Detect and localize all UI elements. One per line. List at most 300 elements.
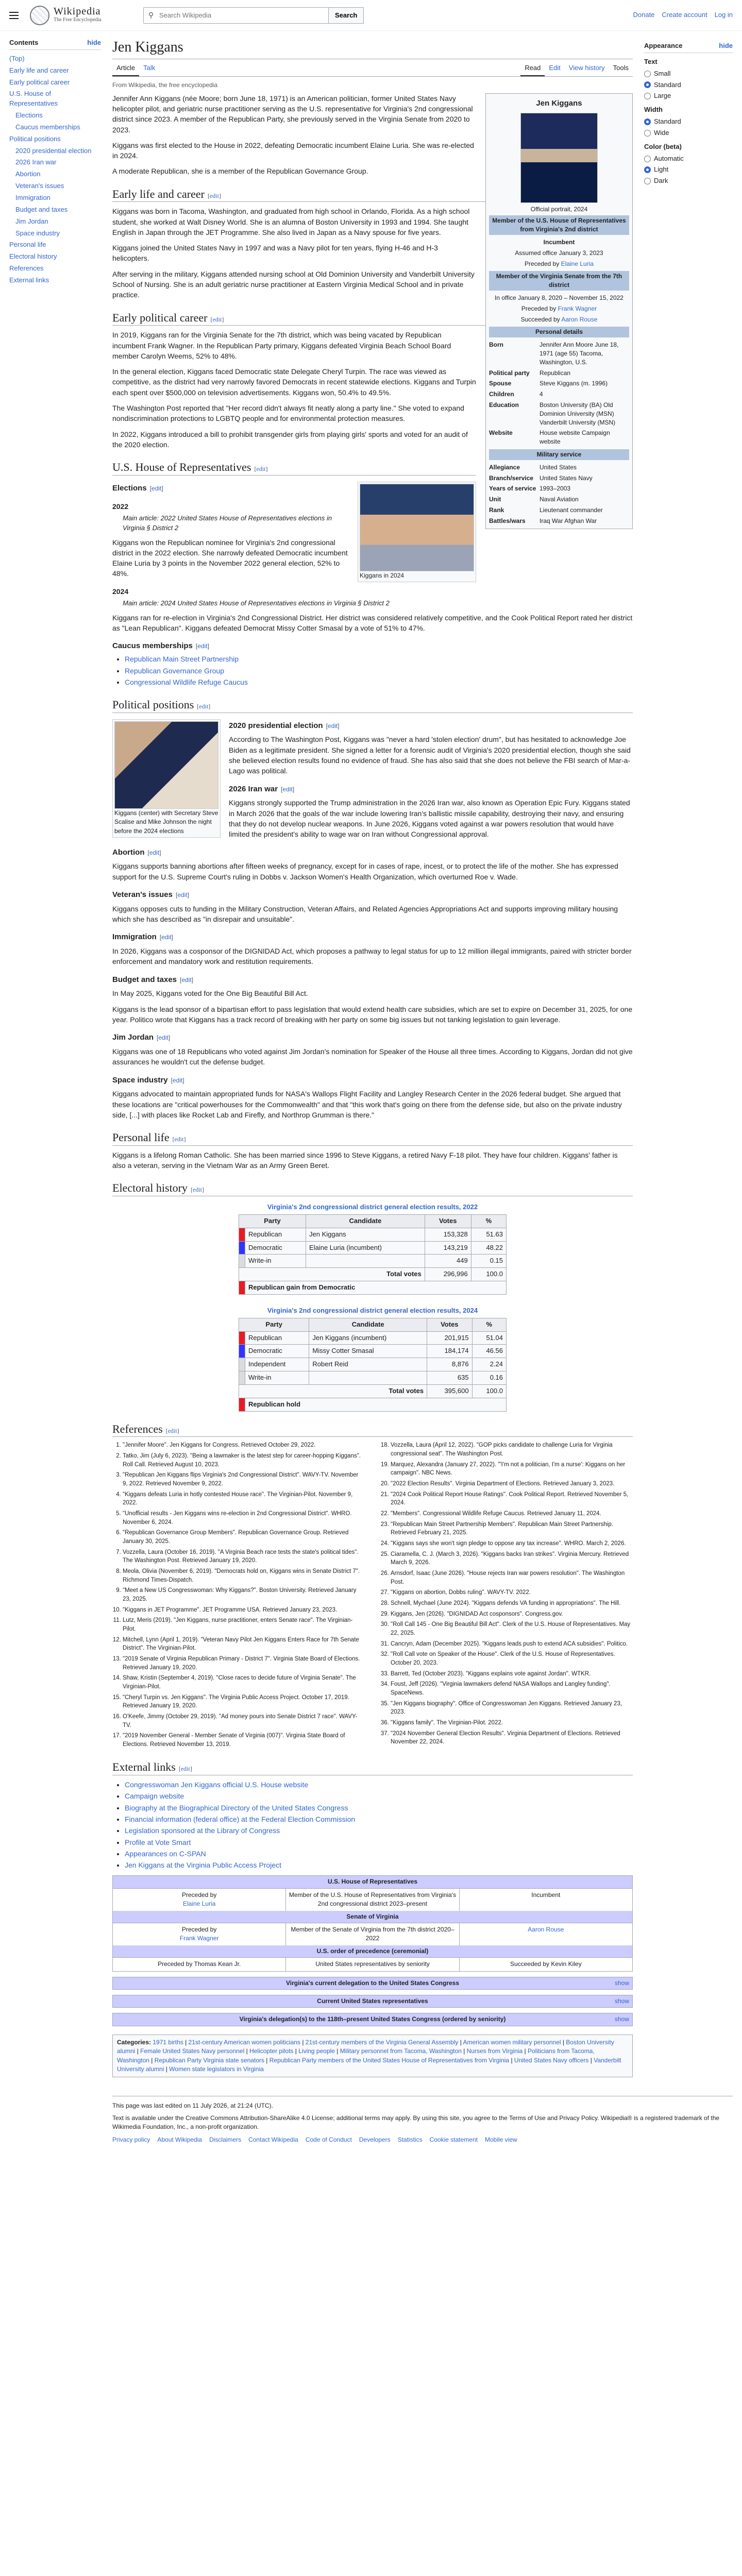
radio-icon[interactable] — [644, 166, 651, 173]
predecessor-link[interactable]: Elaine Luria — [561, 260, 594, 267]
navbox-delegations — [112, 2013, 633, 2026]
votes-cell: 184,174 — [427, 1345, 473, 1358]
option-label: Light — [654, 165, 669, 174]
predecessor2-link[interactable]: Frank Wagner — [179, 1935, 219, 1942]
infobox-row-value: 1993–2003 — [539, 485, 571, 493]
navbox-current-reps — [112, 1995, 633, 2008]
party-cell[interactable]: Write-in — [245, 1255, 306, 1268]
navbox-show-button[interactable]: show — [614, 1979, 629, 1987]
footer-link[interactable]: Disclaimers — [209, 2136, 242, 2144]
toc-item[interactable]: Personal life — [9, 241, 46, 249]
kiggans-2024-photo[interactable] — [360, 484, 474, 571]
category-link[interactable]: Nurses from Virginia — [466, 2047, 523, 2055]
appearance-option[interactable] — [644, 154, 733, 164]
table-of-contents — [9, 31, 101, 2086]
radio-icon[interactable] — [644, 118, 651, 125]
navbox-title: Virginia's current delegation to the United States Congress — [285, 1979, 460, 1987]
radio-icon[interactable] — [644, 93, 651, 99]
col-party: Party — [239, 1318, 309, 1331]
toc-item[interactable]: Immigration — [15, 193, 50, 201]
footer-link[interactable]: Developers — [359, 2136, 391, 2144]
lead-p2: Kiggans was first elected to the House in 2022, defeating Democratic incumbent Elaine Luria. She was re-elected in 2024. — [112, 141, 474, 160]
search-icon: ⚲ — [148, 11, 154, 20]
votes-cell: 143,219 — [425, 1241, 471, 1255]
incumbent-label: Incumbent — [531, 1891, 561, 1899]
page-tabs — [112, 61, 633, 77]
assumed-office: Assumed office January 3, 2023 — [515, 249, 603, 257]
main-menu-icon[interactable] — [9, 9, 23, 22]
color-label: Color (beta) — [644, 142, 682, 150]
appearance-option[interactable] — [644, 165, 733, 175]
table-row — [239, 1371, 507, 1385]
toc-item[interactable]: Electoral history — [9, 252, 57, 261]
edit-link[interactable]: edit — [172, 1076, 183, 1084]
party-cell[interactable]: Write-in — [245, 1371, 309, 1385]
edit-link[interactable]: edit — [158, 1034, 168, 1042]
footer-link[interactable]: Privacy policy — [112, 2136, 150, 2144]
lead-p1: Jennifer Ann Kiggans (née Moore; born June 18, 1971) is an American politician, former United States Navy helicopter pilot, and geriatric nurse practitioner serving as the U.S. representative for Virginia's 2nd congressional district since 2023. A member of the Republican Party, she previously served in the Virginia Senate from 2020 to 2023. — [112, 94, 473, 134]
heading-2020-election: 2020 presidential election [edit] — [229, 721, 340, 730]
edit-link[interactable]: edit — [167, 1427, 177, 1434]
edit-link[interactable]: edit — [174, 1136, 184, 1143]
p-space: Kiggans advocated to maintain appropriated funds for NASA's Wallops Flight Facility and Langley Research Center in the 2026 federal budget. She argued that these locations are "critical powerhouses for the Commonwealth" and that "this work that's going on there from the defense side, but also on the private industry side, [...] with places like Rocket Lab and Firefly, and Northrop Grumman is there." — [112, 1090, 622, 1119]
reference-item: 26. Arnsdorf, Isaac (June 2026). "House rejects Iran war powers resolution". The Washington Post. — [391, 1569, 633, 1586]
toc-item[interactable]: References — [9, 264, 44, 273]
appearance-option[interactable] — [644, 117, 733, 127]
appearance-option[interactable] — [644, 80, 733, 90]
heading-references: References [edit] — [112, 1422, 633, 1437]
option-label: Dark — [654, 177, 668, 185]
infobox-row-label: Political party — [489, 369, 530, 377]
party-color-swatch — [239, 1255, 245, 1268]
candidate-cell[interactable]: Missy Cotter Smasal — [309, 1345, 427, 1358]
office-header: Member of the U.S. House of Representatives from Virginia's 2nd district — [489, 215, 629, 235]
donate-link[interactable]: Donate — [633, 11, 655, 19]
p-immigration: In 2026, Kiggans was a cosponsor of the DIGNIDAD Act, which proposes a pathway to legal status for up to 12 million illegal immigrants, paired with stricter border enforcement and mandatory work and restitution requirements. — [112, 947, 632, 966]
office2-header: Member of the Virginia Senate from the 7th district — [489, 271, 629, 291]
infobox-row — [489, 378, 629, 389]
radio-icon[interactable] — [644, 81, 651, 88]
preceded2-label: Preceded by — [521, 304, 556, 312]
tab-tools[interactable]: Tools — [613, 64, 629, 72]
incumbent-label: Incumbent — [543, 239, 575, 246]
last-edited: This page was last edited on 11 July 2026, at 21:24 (UTC). — [112, 2102, 273, 2110]
p-budget-2: Kiggans is the lead sponsor of a bipartisan effort to pass legislation that would extend health care subsidies, which are set to expire on December 31, 2025, for one year. Politico wrote that Kiggans has a track record of breaking with her party on some big issues but not tanking legislation to gain leverage. — [112, 1005, 633, 1024]
infobox-row-value: United States — [539, 463, 577, 471]
login-link[interactable]: Log in — [714, 11, 733, 19]
col-pct: % — [472, 1318, 506, 1331]
search-input[interactable] — [143, 7, 329, 24]
heading-jim-jordan: Jim Jordan [edit] — [112, 1033, 171, 1042]
heading-2022: 2022 — [112, 502, 129, 511]
infobox-row — [489, 473, 629, 484]
term2: In office January 8, 2020 – November 15, 2022 — [495, 294, 623, 301]
pct-cell: 2.24 — [472, 1358, 506, 1371]
categories-label: Categories: — [117, 2038, 151, 2046]
external-link[interactable]: Profile at Vote Smart — [125, 1838, 191, 1846]
epc-p2: In the general election, Kiggans faced Democratic state Delegate Cheryl Turpin. The race was viewed as competitive, as the district had very narrowly favored Democrats in recent statewide elections. Kiggans and Turpin each spent over $500,000 on television advertisements. Kiggans won, 50.4% to 49.5%. — [112, 367, 476, 397]
create-account-link[interactable]: Create account — [662, 11, 707, 19]
caucus-list — [125, 654, 633, 687]
external-link-item — [125, 1849, 633, 1859]
external-links-list — [125, 1780, 633, 1870]
reference-item: 15. "Cheryl Turpin vs. Jen Kiggans". The Virginia Public Access Project. October 17, 2019. Retrieved January 19, 2020. — [123, 1693, 365, 1710]
page-footer — [112, 2096, 733, 2160]
edit-link[interactable]: edit — [161, 934, 172, 941]
edit-link[interactable]: edit — [282, 785, 293, 793]
external-link-item — [125, 1860, 633, 1870]
infobox-row-label: Spouse — [489, 380, 512, 387]
category-link[interactable]: Republican Party Virginia state senators — [154, 2056, 264, 2064]
reference-item: 13. "2019 Senate of Virginia Republican Primary - District 7". Virginia State Board of Elections. Retrieved January 19, 2020. — [123, 1655, 365, 1672]
reference-item: 9. "Meet a New US Congresswoman: Why Kiggans?". Boston University. Retrieved January 23, 2025. — [123, 1586, 365, 1603]
toc-item[interactable]: Elections — [15, 111, 43, 120]
preceded-label: Preceded by — [524, 260, 560, 267]
infobox-row — [489, 505, 629, 516]
navbox-show-button[interactable]: show — [614, 2015, 629, 2023]
tab-edit[interactable]: Edit — [549, 64, 561, 72]
edit-link[interactable]: edit — [256, 465, 266, 473]
table-row — [239, 1358, 507, 1371]
reference-item: 32. "Roll Call vote on Speaker of the House". Clerk of the U.S. House of Representatives. October 20, 2023. — [391, 1650, 633, 1667]
option-label: Standard — [654, 117, 681, 126]
p-veterans: Kiggans opposes cuts to funding in the Military Construction, Veteran Affairs, and Related Agencies Appropriations Act and supports improving military housing which she has described as "in disrepair and unsuitable". — [112, 904, 618, 923]
toc-item[interactable]: Veteran's issues — [15, 182, 64, 190]
candidate-cell[interactable]: Jen Kiggans — [306, 1228, 425, 1241]
heading-immigration: Immigration [edit] — [112, 933, 173, 942]
candidate-cell[interactable] — [306, 1255, 425, 1268]
toc-item[interactable]: Early political career — [9, 78, 70, 86]
candidate-cell[interactable]: Elaine Luria (incumbent) — [306, 1241, 425, 1255]
reference-item: 16. O'Keefe, Jimmy (October 29, 2019). "Ad money pours into Senate District 7 race". WAVY-TV. — [123, 1713, 365, 1730]
category-link[interactable]: American women military personnel — [463, 2038, 561, 2046]
appearance-option[interactable] — [644, 91, 733, 101]
infobox-row-label: Website — [489, 429, 513, 437]
toc-item[interactable]: (Top) — [9, 54, 25, 62]
reference-item: 7. Vozzella, Laura (October 16, 2019). "A Virginia Beach race tests the state's political tides". The Washington Post. Retrieved January 19, 2020. — [123, 1548, 365, 1565]
party-color-swatch — [239, 1371, 245, 1385]
reference-item: 19. Marquez, Alexandra (January 27, 2022). "'I'm not a politician, I'm a nurse': Kiggans on her campaign". NBC News. — [391, 1461, 633, 1478]
caucus-item[interactable]: Republican Governance Group — [125, 666, 225, 675]
epc-p1: In 2019, Kiggans ran for the Virginia Senate for the 7th district, which was being vacated by Republican incumbent Frank Wagner. In the Republican Party primary, Kiggans defeated Virginia Beach School Board member Carolyn Weems, 52% to 48%. — [112, 331, 451, 360]
edit-link[interactable]: edit — [180, 1765, 190, 1773]
successor2-link[interactable]: Aaron Rouse — [528, 1925, 564, 1933]
precedence-preceded[interactable]: Preceded by Thomas Kean Jr. — [113, 1958, 286, 1971]
p-2024: Kiggans ran for re-election in Virginia's 2nd Congressional District. Her district was considered relatively competitive, and the Cook Political Report rated her district as "Lean Republican". Kiggans defeated Democrat Missy Cotter Smasal by a vote of 51% to 47%. — [112, 613, 633, 633]
gain-row — [239, 1398, 507, 1411]
category-link[interactable]: Women state legislators in Virginia — [169, 2065, 264, 2073]
col-pct: % — [471, 1214, 506, 1228]
tab-history[interactable]: View history — [568, 64, 605, 72]
lead-p3: A moderate Republican, she is a member of the Republican Governance Group. — [112, 167, 368, 176]
heading-house: U.S. House of Representatives [edit] — [112, 460, 476, 476]
infobox-row — [489, 389, 629, 400]
toc-item[interactable]: Early life and career — [9, 66, 69, 74]
total-row — [239, 1385, 507, 1398]
infobox-row-value: Republican — [539, 369, 571, 377]
edit-link[interactable]: edit — [193, 1186, 203, 1194]
appearance-option[interactable] — [644, 69, 733, 79]
edit-link[interactable]: edit — [197, 642, 208, 650]
results-table-2024 — [239, 1304, 507, 1412]
reference-item: 6. "Republican Governance Group Members". Republican Governance Group. Retrieved January 30, 2025. — [123, 1529, 365, 1546]
category-link[interactable]: Republican Party members of the United States House of Representatives from Virginia — [269, 2056, 510, 2064]
candidate-cell[interactable] — [309, 1371, 427, 1385]
heading-political-positions: Political positions [edit] — [112, 698, 633, 713]
page-title: Jen Kiggans — [112, 38, 633, 59]
tagline: The Free Encyclopedia — [54, 17, 102, 23]
party-color-swatch — [239, 1398, 245, 1411]
infobox-row — [489, 400, 629, 428]
reference-item: 28. Schnell, Mychael (June 2024). "Kiggans defends VA funding in appropriations". The Hill. — [391, 1599, 633, 1608]
tab-read[interactable]: Read — [520, 61, 545, 76]
category-link[interactable]: Military personnel from Tacoma, Washington — [340, 2047, 462, 2055]
radio-icon[interactable] — [644, 130, 651, 137]
toc-item[interactable]: U.S. House of Representatives — [9, 90, 58, 108]
tab-article[interactable]: Article — [112, 61, 139, 76]
predecessor2-link[interactable]: Frank Wagner — [558, 304, 597, 312]
toc-item[interactable]: Space industry — [15, 229, 60, 237]
party-color-swatch — [239, 1228, 245, 1241]
heading-2024: 2024 — [112, 587, 129, 596]
option-label: Standard — [654, 80, 681, 89]
heading-external-links: External links [edit] — [112, 1760, 633, 1775]
navbox-title: Virginia's delegation(s) to the 118th–present United States Congress (ordered by seniority) — [239, 2015, 506, 2023]
infobox — [485, 93, 633, 529]
search-button[interactable]: Search — [329, 7, 364, 24]
successor2-link[interactable]: Aaron Rouse — [561, 315, 598, 323]
infobox-row — [489, 516, 629, 527]
p-iran-war: Kiggans strongly supported the Trump administration in the 2026 Iran war, also known as Operation Epic Fury. Kiggans stated in March 2026 that the goals of the war include lowering Iran's ballistic missile capability, destroying their navy, and ensuring that they do not develop nuclear weapons. In June 2026, Kiggans voted against a war powers resolution that would have limited the president's ability to wage war on Iran without Congressional approval. — [229, 799, 630, 839]
reference-item: 21. "2024 Cook Political Report House Ratings". Cook Political Report. Retrieved November 5, 2024. — [391, 1490, 633, 1507]
infobox-row-label: Born — [489, 341, 503, 349]
edit-link[interactable]: edit — [149, 849, 160, 856]
infobox-row-label: Years of service — [489, 485, 536, 493]
precedence-succeeded[interactable]: Succeeded by Kevin Kiley — [510, 1960, 582, 1968]
category-link[interactable]: Vanderbilt University alumni — [117, 2056, 621, 2073]
external-link[interactable]: Campaign website — [125, 1792, 184, 1801]
reference-item: 30. "Roll Call 145 - One Big Beautiful Bill Act". Clerk of the U.S. House of Representatives. May 22, 2025. — [391, 1620, 633, 1637]
toc-item[interactable]: Budget and taxes — [15, 205, 68, 213]
votes-cell: 449 — [425, 1255, 471, 1268]
footer-link[interactable]: Cookie statement — [429, 2136, 478, 2144]
infobox-row-value: 4 — [539, 391, 543, 398]
col-votes: Votes — [427, 1318, 473, 1331]
external-link-item — [125, 1837, 633, 1848]
early-p1: Kiggans was born in Tacoma, Washington, and graduated from high school in Orlando, Florida. As a high school student, she worked at Walt Disney World. She is an alumna of Boston University in 1993 and 1994. She taught English in Japan through the JET Programme. She also lived in Japan as a Navy spouse for five years. — [112, 207, 470, 236]
party-color-swatch — [239, 1241, 245, 1255]
infobox-row — [489, 428, 629, 447]
succession-office: Member of the U.S. House of Representatives from Virginia's 2nd congressional district 2023–present — [286, 1889, 459, 1911]
reference-item: 35. "Jen Kiggans biography". Office of Congresswoman Jen Kiggans. Retrieved January 23, 2023. — [391, 1700, 633, 1717]
heading-electoral-history: Electoral history [edit] — [112, 1181, 633, 1196]
caucus-item[interactable]: Congressional Wildlife Refuge Caucus — [125, 677, 248, 686]
footer-link[interactable]: Contact Wikipedia — [248, 2136, 298, 2144]
infobox-row-label: Rank — [489, 506, 504, 514]
category-link[interactable]: 21st-century American women politicians — [188, 2038, 300, 2046]
infobox-row — [489, 368, 629, 379]
license-text: Text is available under the Creative Commons Attribution-ShareAlike 4.0 License; additional terms may apply. By using this site, you agree to the Terms of Use and Privacy Policy. Wikipedia® is a registered trademark of the Wikimedia Foundation, Inc., a non-profit organization. — [112, 2114, 720, 2131]
infobox-row-value: Lieutenant commander — [539, 506, 603, 514]
senate-office: Member of the Senate of Virginia from the 7th district 2020–2022 — [286, 1923, 459, 1945]
appearance-option[interactable] — [644, 128, 733, 138]
reference-item: 20. "2022 Election Results". Virginia Department of Elections. Retrieved January 3, 2023. — [391, 1480, 633, 1488]
categories-box: Categories: 1971 births | 21st-century American women politicians | 21st-century members of the Virginia General Assembly | American women military personnel | Boston University alumni | Female United States Navy personnel | Helicopter pilots | Living people | Military personnel from Tacoma, Washington | Nurses from Virginia | Politicians from Tacoma, Washington | Republican Party Virginia state senators | Republican Party members of the United States House of Representatives from Virginia | United States Navy officers | Vanderbilt University alumni | Women state legislators in Virginia — [112, 2035, 633, 2078]
external-link[interactable]: Jen Kiggans at the Virginia Public Access Project — [125, 1861, 282, 1870]
caucus-item[interactable]: Republican Main Street Partnership — [125, 655, 239, 664]
radio-icon[interactable] — [644, 71, 651, 77]
edit-link[interactable]: edit — [209, 192, 219, 199]
edit-link[interactable]: edit — [181, 976, 192, 984]
reference-item: 1. "Jennifer Moore". Jen Kiggans for Congress. Retrieved October 29, 2022. — [123, 1441, 365, 1450]
category-link[interactable]: 1971 births — [153, 2038, 183, 2046]
gain-row — [239, 1281, 507, 1295]
kiggans-johnson-photo[interactable] — [114, 721, 218, 809]
infobox-row-value: United States Navy — [539, 474, 593, 482]
col-votes: Votes — [425, 1214, 471, 1228]
category-link[interactable]: Female United States Navy personnel — [140, 2047, 245, 2055]
candidate-cell[interactable]: Jen Kiggans (incumbent) — [309, 1331, 427, 1345]
heading-abortion: Abortion [edit] — [112, 848, 161, 857]
category-link[interactable]: 21st-century members of the Virginia General Assembly — [305, 2038, 459, 2046]
external-link-item — [125, 1803, 633, 1813]
col-candidate: Candidate — [309, 1318, 427, 1331]
gain-text: Republican hold — [245, 1398, 507, 1411]
infobox-row — [489, 494, 629, 505]
edit-link[interactable]: edit — [212, 315, 222, 323]
external-link[interactable]: Biography at the Biographical Directory of the United States Congress — [125, 1803, 348, 1812]
article — [101, 31, 644, 2086]
total-pct: 100.0 — [471, 1268, 506, 1281]
infobox-row — [489, 340, 629, 367]
appearance-option[interactable] — [644, 176, 733, 186]
pct-cell: 0.15 — [471, 1255, 506, 1268]
edit-link[interactable]: edit — [151, 484, 162, 492]
reference-item: 22. "Members". Congressional Wildlife Refuge Caucus. Retrieved January 11, 2024. — [391, 1510, 633, 1518]
figure-caption: Kiggans in 2024 — [360, 571, 404, 579]
hatnote-2024: Main article: 2024 United States House of Representatives elections in Virginia § District 2 — [123, 599, 390, 607]
votes-cell: 201,915 — [427, 1331, 473, 1345]
edit-link[interactable]: edit — [199, 703, 209, 710]
footer-link[interactable]: About Wikipedia — [157, 2136, 203, 2144]
tab-talk[interactable]: Talk — [143, 64, 156, 72]
total-label: Total votes — [239, 1385, 427, 1398]
site-header — [0, 0, 742, 31]
toc-item[interactable]: 2020 presidential election — [15, 146, 92, 155]
party-color-swatch — [239, 1331, 245, 1345]
infobox-row-value: House website Campaign website — [539, 429, 610, 446]
infobox-row — [489, 462, 629, 473]
party-cell[interactable]: Independent — [245, 1358, 309, 1371]
preceded-label: Preceded by — [181, 1925, 217, 1933]
external-link-item — [125, 1814, 633, 1824]
infobox-title: Jen Kiggans — [536, 98, 582, 108]
external-link-item — [125, 1780, 633, 1790]
candidate-cell[interactable]: Robert Reid — [309, 1358, 427, 1371]
category-link[interactable]: Politicians from Tacoma, Washington — [117, 2047, 595, 2064]
radio-icon[interactable] — [644, 156, 651, 162]
official-portrait[interactable] — [520, 113, 598, 203]
party-cell[interactable]: Republican — [245, 1331, 309, 1345]
toc-item[interactable]: Jim Jordan — [15, 217, 48, 225]
reference-item: 10. "Kiggans in JET Programme". JET Programme USA. Retrieved January 23, 2023. — [123, 1606, 365, 1615]
reference-item: 5. "Unofficial results - Jen Kiggans wins re-election in 2nd Congressional District". WHRO. November 6, 2024. — [123, 1510, 365, 1527]
infobox-row-value: Jennifer Ann Moore June 18, 1971 (age 55) Tacoma, Washington, U.S. — [539, 341, 619, 366]
toc-title: Contents — [9, 39, 39, 46]
col-candidate: Candidate — [306, 1214, 425, 1228]
reference-item: 37. "2024 November General Election Results". Virginia Department of Elections. Retrieved November 22, 2024. — [391, 1730, 633, 1747]
edit-link[interactable]: edit — [177, 891, 188, 899]
category-link[interactable]: Living people — [298, 2047, 335, 2055]
width-label: Width — [644, 106, 663, 114]
user-links — [633, 10, 733, 20]
toc-item[interactable]: Political positions — [9, 134, 61, 143]
toc-item[interactable]: Caucus memberships — [15, 123, 80, 131]
wikipedia-logo[interactable] — [30, 6, 133, 25]
text-size-label: Text — [644, 57, 657, 65]
reference-item: 24. "Kiggans says she won't sign pledge to oppose any tax increase". WHRO. March 2, 2026. — [391, 1539, 633, 1548]
infobox-row-value: Boston University (BA) Old Dominion University (MSN) Vanderbilt University (MSN) — [539, 401, 616, 426]
external-link[interactable]: Financial information (federal office) at the Federal Election Commission — [125, 1815, 356, 1823]
heading-personal-life: Personal life [edit] — [112, 1130, 633, 1146]
reference-item: 18. Vozzella, Laura (April 12, 2022). "GOP picks candidate to challenge Luria for Virginia congressional seat". The Washington Post. — [391, 1441, 633, 1458]
succeeded-label: Succeeded by — [520, 315, 560, 323]
reference-list — [112, 1441, 633, 1750]
infobox-row — [489, 483, 629, 494]
table-row — [239, 1241, 507, 1255]
navbox-show-button[interactable]: show — [614, 1997, 629, 2005]
party-color-swatch — [239, 1345, 245, 1358]
category-link[interactable]: Helicopter pilots — [249, 2047, 294, 2055]
footer-link[interactable]: Statistics — [397, 2136, 423, 2144]
party-color-swatch — [239, 1358, 245, 1371]
pct-cell: 51.63 — [471, 1228, 506, 1241]
external-link-item — [125, 1825, 633, 1836]
succession-header: U.S. House of Representatives — [113, 1876, 632, 1888]
predecessor-link[interactable]: Elaine Luria — [182, 1900, 216, 1908]
toc-item[interactable]: Abortion — [15, 170, 41, 178]
heading-space: Space industry [edit] — [112, 1075, 184, 1084]
preceded-label: Preceded by — [181, 1891, 217, 1899]
p-budget-1: In May 2025, Kiggans voted for the One Big Beautiful Bill Act. — [112, 989, 308, 998]
toc-item[interactable]: External links — [9, 276, 49, 284]
heading-caucus: Caucus memberships [edit] — [112, 641, 209, 651]
external-link[interactable]: Legislation sponsored at the Library of Congress — [125, 1826, 280, 1835]
reference-item: 34. Foust, Jeff (2026). "Virginia lawmakers defend NASA Wallops and Langley funding". SpaceNews. — [391, 1680, 633, 1697]
footer-link[interactable]: Code of Conduct — [305, 2136, 352, 2144]
party-cell[interactable]: Republican — [245, 1228, 306, 1241]
party-cell[interactable]: Democratic — [245, 1345, 309, 1358]
footer-link[interactable]: Mobile view — [484, 2136, 517, 2144]
wordmark: Wikipedia — [54, 6, 101, 18]
edit-link[interactable]: edit — [327, 722, 338, 730]
external-link[interactable]: Congresswoman Jen Kiggans official U.S. House website — [125, 1781, 309, 1789]
party-cell[interactable]: Democratic — [245, 1241, 306, 1255]
reference-item: 11. Lutz, Meris (2019). "Jen Kiggans, nurse practitioner, enters Senate race". The Virginian-Pilot. — [123, 1616, 365, 1633]
hatnote-2022: Main article: 2022 United States House of Representatives elections in Virginia § District 2 — [123, 514, 332, 532]
toc-hide-button[interactable]: hide — [87, 39, 101, 46]
radio-icon[interactable] — [644, 178, 651, 184]
pct-cell: 48.22 — [471, 1241, 506, 1255]
reference-item: 31. Cancryn, Adam (December 2025). "Kiggans leads push to extend ACA subsidies". Politico. — [391, 1640, 633, 1649]
appearance-hide-button[interactable]: hide — [719, 42, 733, 49]
toc-item[interactable]: 2026 Iran war — [15, 158, 57, 166]
category-link[interactable]: United States Navy officers — [514, 2056, 589, 2064]
category-link[interactable]: Boston University alumni — [117, 2038, 614, 2055]
reference-item: 4. "Kiggans defeats Luria in hotly contested House race". The Virginian-Pilot. November 9, 2022. — [123, 1490, 365, 1507]
external-link[interactable]: Appearances on C-SPAN — [125, 1849, 206, 1858]
reference-item: 3. "Republican Jen Kiggans flips Virginia's 2nd Congressional District". WAVY-TV. November 9, 2022. Retrieved November 9, 2022. — [123, 1471, 365, 1488]
